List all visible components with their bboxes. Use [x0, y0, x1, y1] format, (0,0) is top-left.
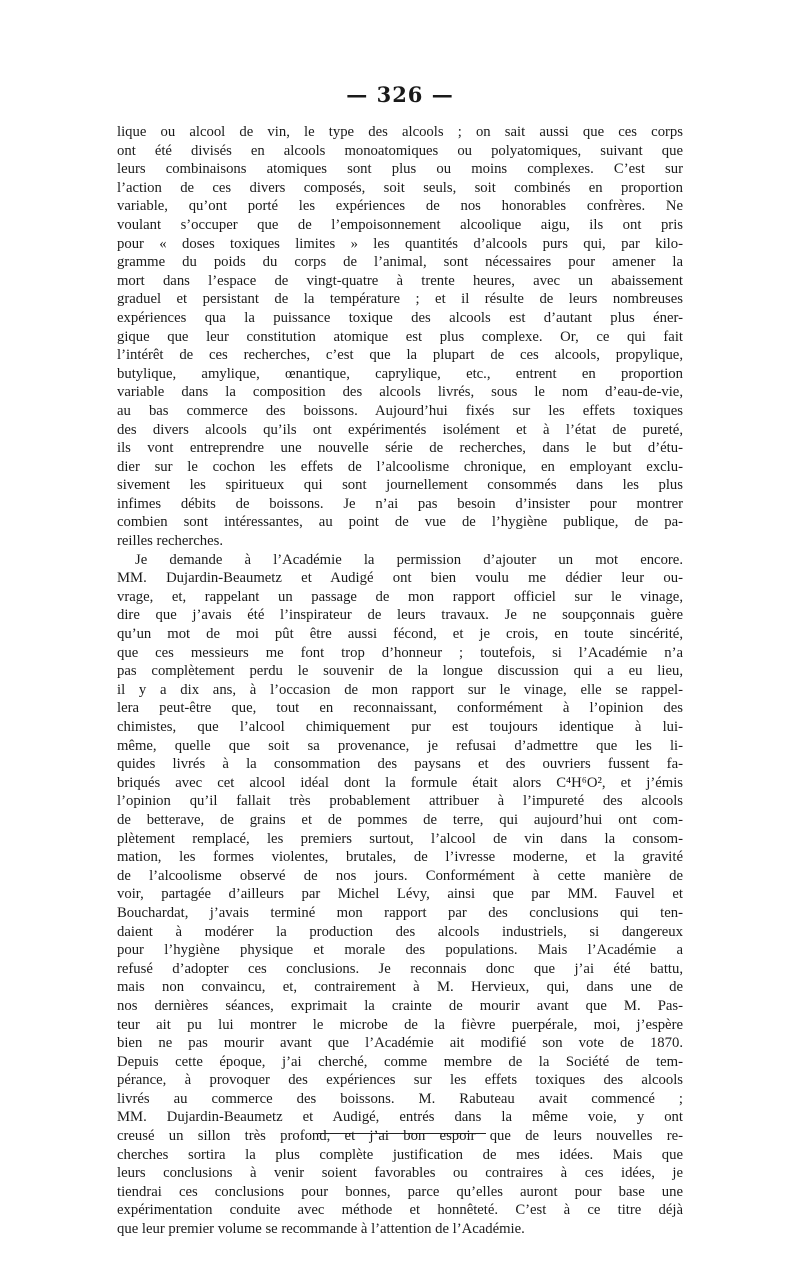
text-line: expérimentation conduite avec méthode et honnêteté. C’est à ce titre déjà [117, 1202, 683, 1219]
text-line: il y a dix ans, à l’occasion de mon rapport sur le vinage, elle se rappel- [117, 681, 683, 698]
text-line: plètement remplacé, les premiers surtout, l’alcool de vin dans la consom- [117, 830, 683, 847]
text-line: ont été divisés en alcools monoatomiques ou polyatomiques, suivant que [117, 142, 683, 159]
paragraph [117, 551, 683, 1239]
text-line: sivement les spiritueux qui sont journellement consommés dans les plus [117, 477, 683, 494]
text-line: MM. Dujardin-Beaumetz et Audigé ont bien voulu me dédier leur ou- [117, 570, 683, 587]
text-line: creusé un sillon très profond, et j’ai bon espoir que de leurs nouvelles re- [117, 1128, 683, 1145]
text-line: de betterave, de grains et de pommes de terre, qui aujourd’hui ont com- [117, 811, 683, 828]
text-line: pas complètement perdu le souvenir de la longue discussion qui a eu lieu, [117, 663, 683, 680]
text-line: que ces messieurs me font trop d’honneur ; toutefois, si l’Académie n’a [117, 644, 683, 661]
text-line: MM. Dujardin-Beaumetz et Audigé, entrés dans la même voie, y ont [117, 1109, 683, 1126]
text-line: gique que leur constitution atomique est plus complexe. Or, ce qui fait [117, 328, 683, 345]
text-line: butylique, amylique, œnantique, caprylique, etc., entrent en proportion [117, 365, 683, 382]
text-line: pour « doses toxiques limites » les quantités d’alcools purs qui, par kilo- [117, 235, 683, 252]
text-line: que leur premier volume se recommande à l’attention de l’Académie. [117, 1221, 525, 1238]
text-line: dier sur le cochon les effets de l’alcoolisme chronique, en employant exclu- [117, 458, 683, 475]
text-line: mation, les formes violentes, brutales, de l’ivresse moderne, et la gravité [117, 849, 683, 866]
text-line: quides livrés à la consommation des paysans et des ouvriers fussent fa- [117, 756, 683, 773]
text-line: l’intérêt de ces recherches, c’est que la plupart de ces alcools, propylique, [117, 347, 683, 364]
text-line: lera peut-être que, tout en reconnaissant, conformément à l’opinion des [117, 700, 683, 717]
text-line: l’opinion qu’il fallait très probablement attribuer à l’impureté des alcools [117, 793, 683, 810]
text-line: tiendrai ces conclusions pour bonnes, parce qu’elles auront pour base une [117, 1183, 683, 1200]
text-line: lique ou alcool de vin, le type des alcools ; on sait aussi que ces corps [117, 124, 683, 140]
text-line: mais non convaincu, et, contrairement à M. Hervieux, qui, dans une de [117, 979, 683, 996]
text-line: l’action de ces divers composés, soit seuls, soit combinés en proportion [117, 179, 683, 196]
text-line: gramme du poids du corps de l’animal, sont nécessaires pour amener la [117, 254, 683, 271]
text-line: Je demande à l’Académie la permission d’ajouter un mot encore. [135, 551, 683, 568]
text-line: Depuis cette époque, j’ai cherché, comme membre de la Société de tem- [117, 1053, 683, 1070]
body-text [117, 123, 683, 1239]
text-line: expériences qua la puissance toxique des alcools est d’autant plus éner- [117, 309, 683, 326]
text-line: vrage, et, rappelant un passage de mon rapport officiel sur le vinage, [117, 588, 683, 605]
page-number: — 326 — [346, 82, 454, 107]
text-line: au bas commerce des boissons. Aujourd’hui fixés sur les effets toxiques [117, 402, 683, 419]
text-line: graduel et persistant de la température ; et il résulte de leurs nombreuses [117, 291, 683, 308]
text-line: chimistes, que l’alcool chimiquement pur est toujours identique à lui- [117, 719, 683, 735]
text-line: infimes débits de boissons. Je n’ai pas besoin d’insister pour montrer [117, 495, 683, 512]
text-line: bien ne pas mourir avant que l’Académie ait modifié son vote de 1870. [117, 1035, 683, 1052]
text-line: de l’alcoolisme observé de nos jours. Conformément à cette manière de [117, 867, 683, 884]
paragraph [117, 123, 683, 551]
text-line: mort dans l’espace de vingt-quatre à trente heures, avec un abaissement [117, 272, 683, 289]
text-line: voir, partagée d’ailleurs par Michel Lévy, ainsi que par MM. Fauvel et [117, 886, 683, 903]
text-line: nos dernières séances, exprimait la crainte de mourir avant que M. Pas- [117, 997, 683, 1014]
text-line: briqués avec cet alcool idéal dont la formule était alors C⁴H⁶O², et j’émis [117, 774, 683, 791]
text-line: voulant s’occuper que de l’empoisonnement alcoolique aigu, ils ont pris [117, 216, 683, 233]
text-line: dire que j’avais été l’inspirateur de leurs travaux. Je ne soupçonnais guère [117, 607, 683, 624]
text-line: qu’un mot de moi pût être aussi fécond, et je crois, en toute sincérité, [117, 626, 683, 643]
text-line: pérance, à provoquer des expériences sur les effets toxiques des alcools [117, 1072, 683, 1089]
text-line: cherches sortira la plus complète justification de mes idées. Mais que [117, 1146, 683, 1163]
text-line: daient à modérer la production des alcools industriels, si dangereux [117, 923, 683, 940]
end-rule [318, 1133, 486, 1134]
text-line: ils vont entreprendre une nouvelle série de recherches, dans le but d’étu- [117, 440, 683, 457]
text-line: des divers alcools qu’ils ont expérimentés isolément et à l’état de pureté, [117, 421, 683, 438]
text-line: refusé d’adopter ces conclusions. Je reconnais donc que j’ai été battu, [117, 960, 683, 977]
text-line: teur ait pu lui montrer le microbe de la fièvre puerpérale, moi, j’espère [117, 1016, 683, 1033]
text-line: reilles recherches. [117, 533, 224, 550]
text-line: variable, qu’ont porté les expériences de nos honorables confrères. Ne [117, 198, 683, 215]
text-line: combien sont intéressantes, au point de vue de l’hygiène publique, de pa- [117, 514, 683, 531]
text-line: leurs combinaisons atomiques sont plus ou moins complexes. C’est sur [117, 161, 683, 178]
text-line: livrés au commerce des boissons. M. Rabuteau avait commencé ; [117, 1090, 683, 1107]
text-line: Bouchardat, j’avais terminé mon rapport par des conclusions qui ten- [117, 904, 683, 921]
text-line: variable dans la composition des alcools livrés, sous le nom d’eau-de-vie, [117, 384, 683, 401]
text-line: même, quelle que soit sa provenance, je refusai d’admettre que les li- [117, 737, 683, 754]
text-line: leurs conclusions à venir soient favorables ou contraires à ces idées, je [117, 1165, 683, 1182]
text-line: pour l’hygiène physique et morale des populations. Mais l’Académie a [117, 942, 683, 959]
